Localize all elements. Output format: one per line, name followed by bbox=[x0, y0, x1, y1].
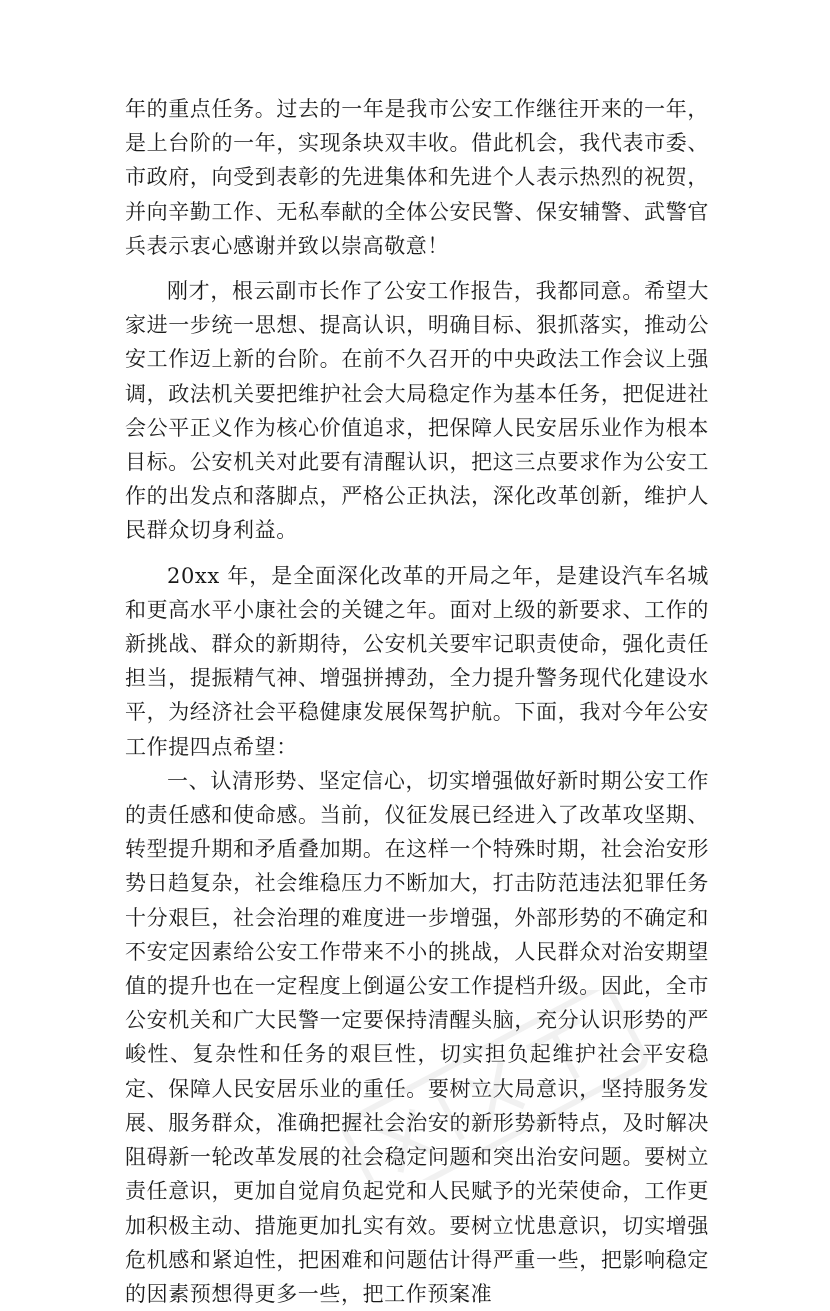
paragraph-point-one: 一、认清形势、坚定信心，切实增强做好新时期公安工作的责任感和使命感。当前，仪征发展已经进入了改革攻坚期、转型提升期和矛盾叠加期。在这样一个特殊时期，社会治安形势日趋复杂，社会维稳压力不断加大，打击防范违法犯罪任务十分艰巨，社会治理的难度进一步增强，外部形势的不确定和不安定因素给公安工作带来不小的挑战，人民群众对治安期望值的提升也在一定程度上倒逼公安工作提档升级。因此，全市公安机关和广大民警一定要保持清醒头脑，充分认识形势的严峻性、复杂性和任务的艰巨性，切实担负起维护社会平安稳定、保障人民安居乐业的重任。要树立大局意识，坚持服务发展、服务群众，准确把握社会治安的新形势新特点，及时解决阻碍新一轮改革发展的社会稳定问题和突出治安问题。要树立责任意识，更加自觉肩负起党和人民赋予的光荣使命，工作更加积极主动、措施更加扎实有效。要树立忧患意识，切实增强危机感和紧迫性，把困难和问题估计得严重一些，把影响稳定的因素预想得更多一些，把工作预案准 bbox=[125, 768, 709, 1306]
paragraph-year-overview: 20xx 年，是全面深化改革的开局之年，是建设汽车名城和更高水平小康社会的关键之年。面对上级的新要求、工作的新挑战、群众的新期待，公安机关要牢记职责使命，强化责任担当，提振精气神、增强拼搏劲，全力提升警务现代化建设水平，为经济社会平稳健康发展保驾护航。下面，我对今年公安工作提四点希望： bbox=[125, 563, 709, 759]
paragraph-report-agreement: 刚才，根云副市长作了公安工作报告，我都同意。希望大家进一步统一思想、提高认识，明确目标、狠抓落实，推动公安工作迈上新的台阶。在前不久召开的中央政法工作会议上强调，政法机关要把维护社会大局稳定作为基本任务，把促进社会公平正义作为核心价值追求，把保障人民安居乐业作为根本目标。公安机关对此要有清醒认识，把这三点要求作为公安工作的出发点和落脚点，严格公正执法，深化改革创新，维护人民群众切身利益。 bbox=[125, 279, 709, 543]
document-body bbox=[125, 92, 709, 1311]
paragraph-continuation: 年的重点任务。过去的一年是我市公安工作继往开来的一年，是上台阶的一年，实现条块双丰收。借此机会，我代表市委、市政府，向受到表彰的先进集体和先进个人表示热烈的祝贺，并向辛勤工作、无私奉献的全体公安民警、保安辅警、武警官兵表示衷心感谢并致以崇高敬意！ bbox=[125, 97, 709, 258]
